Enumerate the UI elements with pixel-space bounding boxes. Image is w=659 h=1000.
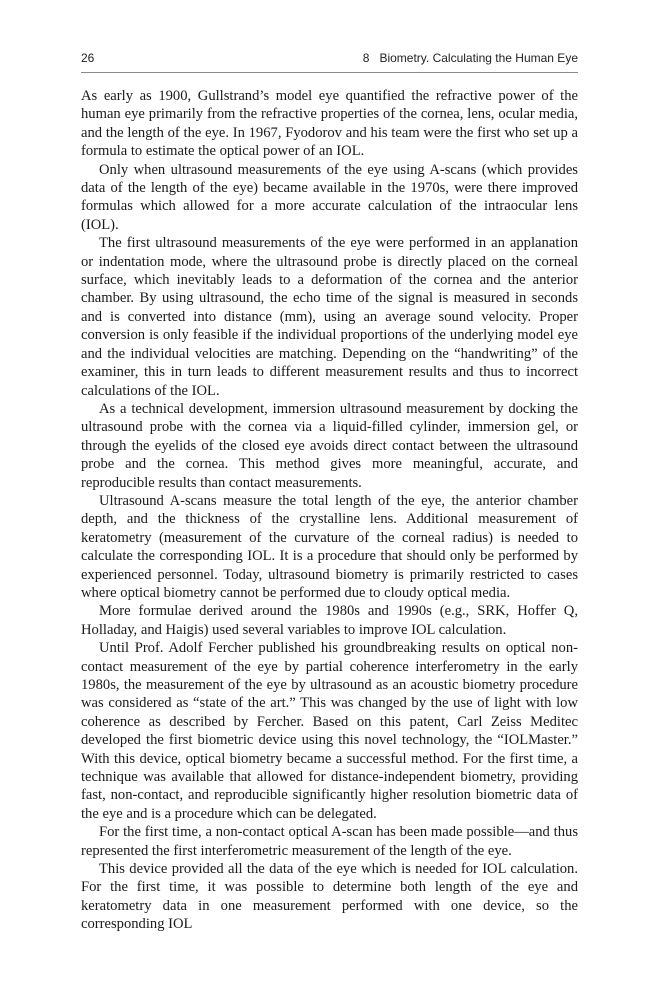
paragraph: The first ultrasound measurements of the eye were performed in an applanation or indentation mode, where the ultrasound probe is directly placed on the corneal surface, which inevitably leads to a deformation of the cornea and the anterior chamber. By using ultrasound, the echo time of the signal is measured in seconds and is converted into distance (mm), using an average sound velocity. Proper conversion is only feasible if the individual proportions of the underlying model eye and the individual velocities are matching. Depending on the “handwriting” of the examiner, this in turn leads to different measurement results and thus to incorrect calculations of the IOL. xyxy=(81,235,578,399)
paragraph: Until Prof. Adolf Fercher published his groundbreaking results on optical non-contact measurement of the eye by partial coherence interferometry in the early 1980s, the measurement of the eye by ultrasound as an acoustic biometry procedure was considered as “state of the art.” This was changed by the use of light with low coherence as described by Fercher. Based on this patent, Carl Zeiss Meditec developed the first biometric device using this novel technology, the “IOLMaster.” With this device, optical biometry became a successful method. For the first time, a technique was available that allowed for distance-independent biometry, providing fast, non-contact, and reproducible significantly higher resolution biometric data of the eye and is a procedure which can be delegated. xyxy=(81,640,578,822)
paragraph: For the first time, a non-contact optical A-scan has been made possible—and thus represented the first interferometric measurement of the length of the eye. xyxy=(81,824,578,859)
page-number: 26 xyxy=(81,51,95,65)
paragraph: Only when ultrasound measurements of the eye using A-scans (which provides data of the length of the eye) became available in the 1970s, were there improved formulas which allowed for a more accurate calculation of the intraocular lens (IOL). xyxy=(81,161,578,233)
chapter-title: Biometry. Calculating the Human Eye xyxy=(379,51,578,65)
header-rule xyxy=(81,72,578,73)
paragraph: Ultrasound A-scans measure the total length of the eye, the anterior chamber depth, and the thickness of the crystalline lens. Additional measurement of keratometry (measurement of the curvature of the corneal radius) is needed to calculate the corresponding IOL. It is a procedure that should only be performed by experienced personnel. Today, ultrasound biometry is primarily restricted to cases where optical biometry cannot be performed due to cloudy optical media. xyxy=(81,492,578,601)
paragraph: As early as 1900, Gullstrand’s model eye quantified the refractive power of the human eye primarily from the refractive properties of the cornea, lens, ocular media, and the length of the eye. In 1967, Fyodorov and his team were the first who set up a formula to estimate the optical power of an IOL. xyxy=(81,88,578,160)
chapter-number: 8 xyxy=(362,51,370,65)
page-header xyxy=(81,51,578,71)
running-head xyxy=(363,51,578,65)
paragraph: As a technical development, immersion ultrasound measurement by docking the ultrasound probe with the cornea via a liquid-filled cylinder, immersion gel, or through the eyelids of the closed eye avoids direct contact between the ultrasound probe and the cornea. This method gives more meaningful, accurate, and reproducible results than contact measurements. xyxy=(81,400,578,491)
paragraph: This device provided all the data of the eye which is needed for IOL calculation. For the first time, it was possible to determine both length of the eye and keratometry data in one measurement performed with one device, so the corresponding IOL xyxy=(81,861,578,933)
body-text xyxy=(81,87,578,934)
paragraph: More formulae derived around the 1980s and 1990s (e.g., SRK, Hoffer Q, Holladay, and Haigis) used several variables to improve IOL calculation. xyxy=(81,603,578,638)
